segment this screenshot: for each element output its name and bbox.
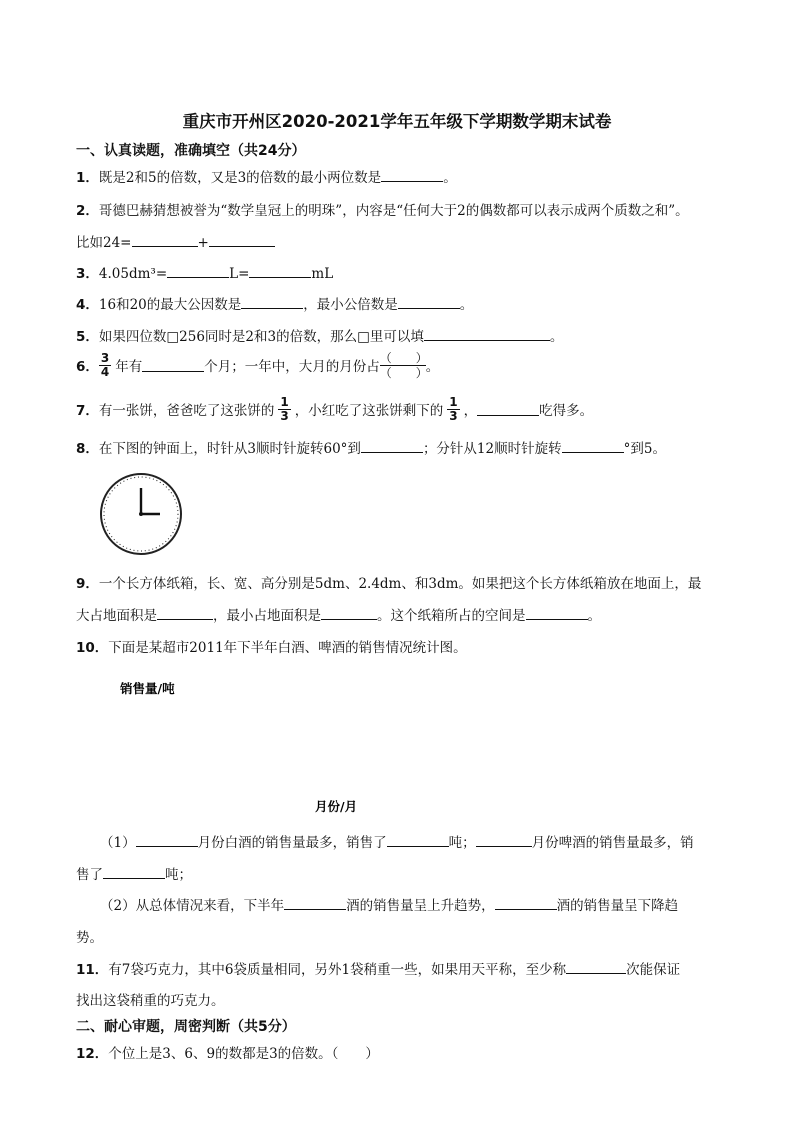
question-text: ，最小占地面积是 <box>213 608 321 624</box>
question-text: °到5。 <box>623 441 666 457</box>
question-text: 4.05dm³= <box>98 266 168 282</box>
question-text: ，最小公倍数是 <box>303 297 398 313</box>
question-text: 找出这袋稍重的巧克力。 <box>76 993 225 1009</box>
question-10-part-1 <box>100 831 694 851</box>
question-text: 如果四位数□256同时是2和3的倍数，那么□里可以填 <box>98 329 424 345</box>
answer-blank[interactable] <box>209 234 275 247</box>
answer-blank[interactable] <box>398 296 460 309</box>
question-number: 8． <box>76 441 99 457</box>
question-text: （1） <box>100 835 136 851</box>
question-text: 。 <box>587 608 601 624</box>
question-9 <box>76 572 701 592</box>
question-1 <box>76 166 457 186</box>
answer-blank[interactable] <box>562 440 624 453</box>
answer-blank[interactable] <box>132 234 198 247</box>
answer-blank[interactable] <box>424 328 550 341</box>
question-number: 4． <box>76 297 99 313</box>
question-10-part-2 <box>100 894 678 914</box>
answer-blank[interactable] <box>136 834 198 847</box>
line-chart <box>100 664 390 816</box>
answer-blank[interactable] <box>103 866 165 879</box>
question-text: 既是2和5的倍数，又是3的倍数的最小两位数是 <box>98 170 382 186</box>
question-9-line-2 <box>76 604 601 624</box>
chart-y-axis-label: 销售量/吨 <box>120 681 175 696</box>
question-text: 有7袋巧克力，其中6袋质量相同，另外1袋稍重一些，如果用天平称，至少称 <box>108 962 567 978</box>
question-5 <box>76 325 563 345</box>
question-text: 吨； <box>448 835 476 851</box>
question-text: 酒的销售量呈上升趋势， <box>346 898 495 914</box>
answer-blank[interactable] <box>321 607 377 620</box>
question-text: 售了 <box>76 867 103 883</box>
answer-blank[interactable] <box>361 440 423 453</box>
question-text: ， <box>463 403 478 419</box>
question-10-part-1-line-2 <box>76 863 192 883</box>
question-text: 哥德巴赫猜想被誉为“数学皇冠上的明珠”，内容是“任何大于2的偶数都可以表示成两个质数之和”。 <box>98 203 689 219</box>
answer-blank[interactable] <box>284 897 346 910</box>
question-text: 势。 <box>76 930 103 946</box>
question-number: 10． <box>76 640 109 656</box>
question-10-part-2-line-2 <box>76 926 103 946</box>
question-text: 在下图的钟面上，时针从3顺时针旋转60°到 <box>98 441 361 457</box>
question-2 <box>76 199 689 219</box>
question-number: 1． <box>76 170 99 186</box>
fraction: $\frac{3}{4}$ <box>100 350 110 379</box>
question-text: + <box>197 235 209 251</box>
question-text: 次能保证 <box>626 962 681 978</box>
question-text: mL <box>311 266 334 282</box>
question-number: 2． <box>76 203 99 219</box>
question-11 <box>76 958 680 978</box>
fraction: $\frac{1}{3}$ <box>449 394 458 423</box>
question-text: 月份啤酒的销售量最多，销 <box>531 835 694 851</box>
answer-blank[interactable] <box>381 169 443 182</box>
question-text: ，小红吃了这张饼剩下的 <box>294 403 444 419</box>
section-2-heading: 二、耐心审题，周密判断（共5分） <box>76 1019 296 1035</box>
answer-blank[interactable] <box>387 834 449 847</box>
question-text: 。 <box>459 297 474 313</box>
question-text: 。这个纸箱所占的空间是 <box>377 608 526 624</box>
question-number: 5． <box>76 329 99 345</box>
question-text: 。 <box>443 170 457 186</box>
question-text: 吃得多。 <box>539 403 594 419</box>
question-7 <box>76 392 593 426</box>
answer-blank[interactable] <box>495 897 557 910</box>
clock-center <box>139 512 143 516</box>
question-text: 下面是某超市2011年下半年白酒、啤酒的销售情况统计图。 <box>108 640 467 656</box>
question-text: 。 <box>425 359 440 375</box>
page-title: 重庆市开州区2020-2021学年五年级下学期数学期末试卷 <box>182 112 612 131</box>
question-number: 6． <box>76 359 99 375</box>
question-text: 一个长方体纸箱，长、宽、高分别是5dm、2.4dm、和3dm。如果把这个长方体纸箱放在地面上，最 <box>98 576 702 592</box>
question-text: 个位上是3、6、9的数都是3的倍数。（ ） <box>108 1046 379 1062</box>
question-text: 酒的销售量呈下降趋 <box>556 898 679 914</box>
answer-blank[interactable] <box>241 296 303 309</box>
question-2-line-2 <box>76 231 275 251</box>
question-text: 大占地面积是 <box>76 608 157 624</box>
question-text: （2）从总体情况来看，下半年 <box>100 898 285 914</box>
chart-x-axis-label: 月份/月 <box>315 799 358 814</box>
question-6 <box>76 348 439 382</box>
question-number: 9． <box>76 576 99 592</box>
question-text: ；分针从12顺时针旋转 <box>422 441 562 457</box>
question-number: 3． <box>76 266 99 282</box>
question-text: 吨； <box>165 867 192 883</box>
question-4 <box>76 293 473 313</box>
question-number: 7． <box>76 403 99 419</box>
question-text: L= <box>229 266 250 282</box>
question-number: 12． <box>76 1046 109 1062</box>
section-1-heading: 一、认真读题，准确填空（共24分） <box>76 143 306 159</box>
question-text: 比如24= <box>76 235 132 251</box>
question-12 <box>76 1042 379 1062</box>
fraction: $\frac{1}{3}$ <box>280 394 289 423</box>
answer-blank[interactable] <box>476 834 532 847</box>
question-text: 有一张饼，爸爸吃了这张饼的 <box>98 403 275 419</box>
question-text: 个月；一年中，大月的月份占 <box>204 359 380 375</box>
question-text: 。 <box>549 329 564 345</box>
clock-figure <box>98 472 184 556</box>
question-text: 月份白酒的销售量最多，销售了 <box>197 835 387 851</box>
answer-blank[interactable] <box>566 961 626 974</box>
answer-blank[interactable] <box>157 607 213 620</box>
question-11-line-2 <box>76 989 225 1009</box>
answer-blank[interactable] <box>142 359 204 372</box>
question-number: 11． <box>76 962 109 978</box>
fraction-blank[interactable]: （ ） （ ） <box>379 350 428 380</box>
answer-blank[interactable] <box>249 265 311 278</box>
question-text: 年有 <box>115 359 143 375</box>
answer-blank[interactable] <box>167 265 229 278</box>
answer-blank[interactable] <box>477 403 539 416</box>
question-8 <box>76 437 666 457</box>
question-3 <box>76 262 333 282</box>
question-text: 16和20的最大公因数是 <box>98 297 242 313</box>
question-10 <box>76 636 467 656</box>
answer-blank[interactable] <box>526 607 588 620</box>
